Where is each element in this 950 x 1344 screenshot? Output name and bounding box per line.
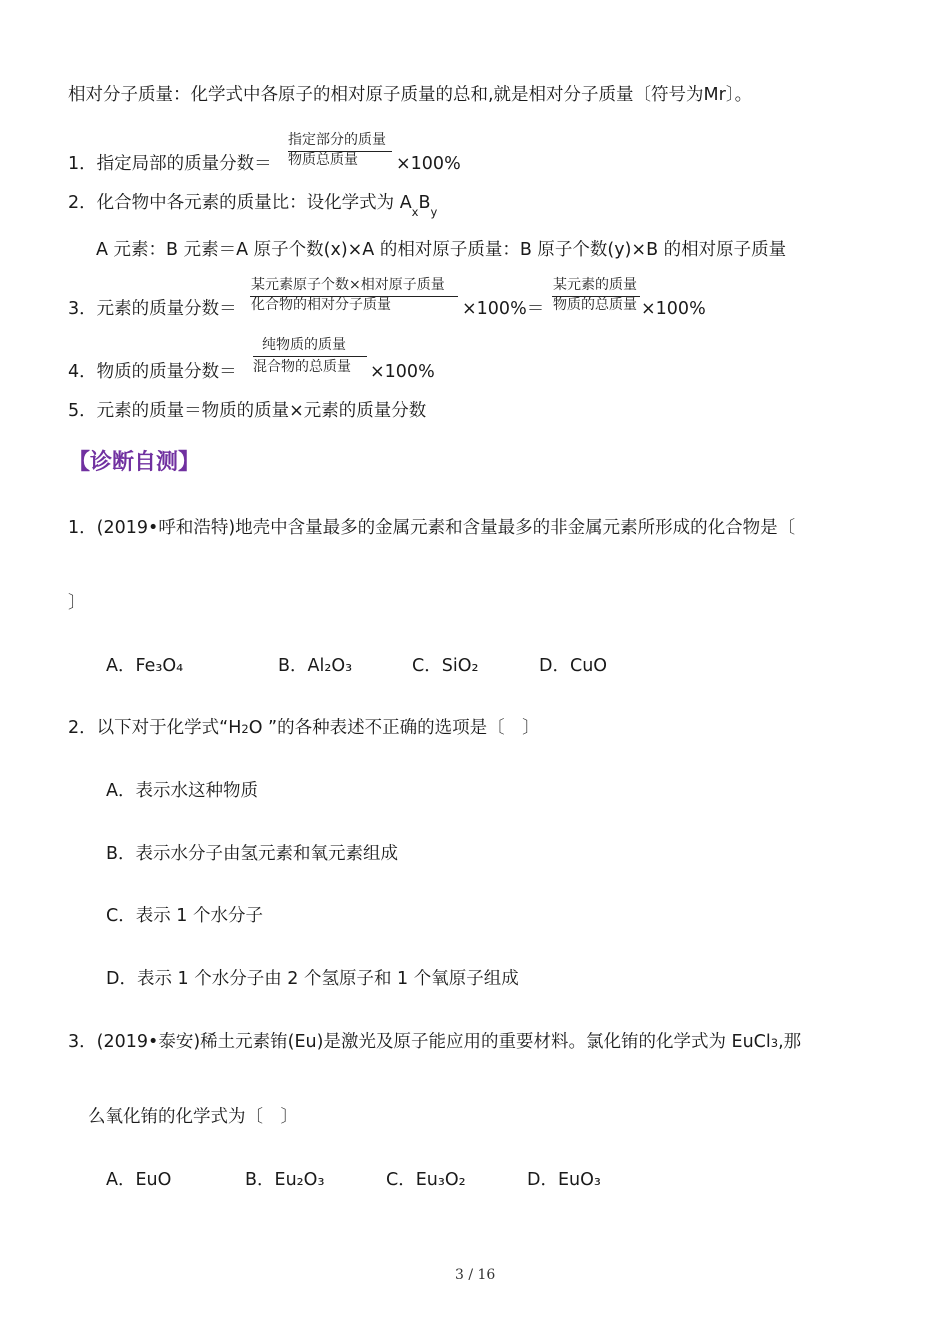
f4-denominator: 混合物的总质量: [253, 359, 351, 375]
f4-fraction-bar: [253, 356, 367, 357]
f4-numerator: 纯物质的质量: [262, 337, 346, 353]
q3-stem-line2: 么氧化铕的化学式为〔 〕: [88, 1107, 298, 1127]
q2-stem-a: 2．以下对于化学式“H: [68, 718, 242, 738]
f3-mid: ×100%＝: [462, 299, 545, 319]
q2-stem-b: O ”的各种表述不正确的选项是〔 〕: [248, 718, 540, 738]
q3-option-b: B．Eu₂O₃: [245, 1170, 325, 1190]
q3-stem-b: ,那: [778, 1032, 802, 1052]
q3-option-d: D．EuO₃: [527, 1170, 601, 1190]
f3-denominator-2: 物质的总质量: [553, 297, 637, 313]
q2-stem: [68, 720, 540, 738]
intro-line: 相对分子质量：化学式中各原子的相对原子质量的总和,就是相对分子质量〔符号为Mr〕。: [68, 85, 753, 105]
f3-prefix: 3．元素的质量分数＝: [68, 299, 237, 319]
f4-suffix: ×100%: [370, 362, 435, 382]
f1-suffix: ×100%: [396, 154, 461, 174]
q3-stem-a: 3．(2019•泰安)稀土元素铕(Eu)是激光及原子能应用的重要材料。氯化铕的化学式为 EuCl: [68, 1032, 771, 1052]
q1-option-b: B．Al₂O₃: [278, 656, 353, 676]
page-number: 3 / 16: [455, 1267, 496, 1283]
q1-option-a: A．Fe₃O₄: [106, 656, 184, 676]
f1-denominator: 物质总质量: [288, 152, 358, 168]
f2-sub-x: x: [411, 205, 419, 219]
q2-option-a: A．表示水这种物质: [106, 781, 258, 801]
q3-option-c: C．Eu₃O₂: [386, 1170, 466, 1190]
f2-line: [68, 193, 438, 219]
q1-option-c: C．SiO₂: [412, 656, 479, 676]
f4-prefix: 4．物质的质量分数＝: [68, 362, 237, 382]
f2-sub-y: y: [430, 205, 438, 219]
f3-numerator-1: 某元素原子个数×相对原子质量: [251, 277, 445, 293]
f3-numerator-2: 某元素的质量: [553, 277, 637, 293]
f1-numerator: 指定部分的质量: [288, 132, 386, 148]
f2-prefix: 2．化合物中各元素的质量比：设化学式为 A: [68, 193, 412, 213]
q3-stem-line1: [68, 1034, 801, 1052]
f3-suffix: ×100%: [641, 299, 706, 319]
f2-detail: A 元素：B 元素＝A 原子个数(x)×A 的相对原子质量：B 原子个数(y)×B 的相对原子质量: [96, 240, 787, 260]
q2-option-c: C．表示 1 个水分子: [106, 906, 263, 926]
q3-stem-sub: 3: [770, 1036, 779, 1050]
section-heading: 【诊断自测】: [68, 450, 201, 475]
q2-option-b: B．表示水分子由氢元素和氧元素组成: [106, 844, 399, 864]
f2-b: B: [418, 193, 431, 213]
f3-denominator-1: 化合物的相对分子质量: [251, 297, 391, 313]
f1-prefix: 1．指定局部的质量分数＝: [68, 154, 272, 174]
q1-stem-line1: 1．(2019•呼和浩特)地壳中含量最多的金属元素和含量最多的非金属元素所形成的化合物是〔: [68, 518, 796, 538]
q3-option-a: A．EuO: [106, 1170, 172, 1190]
q2-option-d: D．表示 1 个水分子由 2 个氢原子和 1 个氧原子组成: [106, 969, 519, 989]
q1-option-d: D．CuO: [539, 656, 608, 676]
q1-stem-line2: 〕: [68, 593, 86, 613]
f5-line: 5．元素的质量＝物质的质量×元素的质量分数: [68, 401, 427, 421]
q2-stem-sub: 2: [241, 722, 249, 736]
